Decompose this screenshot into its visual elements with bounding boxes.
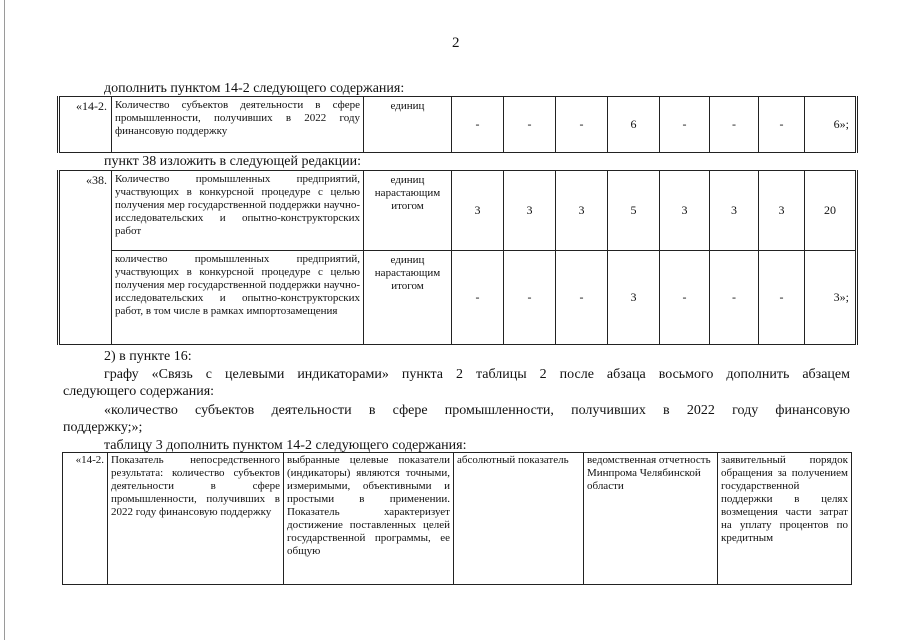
value-cell: - (759, 97, 805, 153)
value-cell: 3 (608, 251, 660, 345)
indicator-name-text: Показатель непосредственного результата: количество субъектов деятельности в сфере промышленности, получивших в 2022 году финансовую поддержку (111, 454, 280, 518)
table-item-38 (57, 170, 858, 345)
table-row (59, 251, 857, 345)
unit-cell: единиц (364, 97, 452, 153)
paragraph-quote-cont: поддержку;»; (63, 420, 143, 435)
method-description (718, 453, 852, 585)
total-cell: 3»; (805, 251, 857, 345)
paragraph-table-3: таблицу 3 дополнить пунктом 14-2 следующего содержания: (104, 438, 467, 453)
value-cell: - (660, 251, 710, 345)
paragraph-column-link-cont: следующего содержания: (63, 384, 215, 399)
table-item-14-2 (57, 96, 858, 153)
indicator-name-text: Количество промышленных предприятий, участвующих в конкурсной процедуре с целью получения мер государственной поддержки научно-исследовательских и опытно-конструкторских работ (115, 173, 360, 237)
link-description-text: выбранные целевые показатели (индикаторы) являются точными, измеримыми, объективными и простыми в применении. Показатель характеризует достижение поставленных целей государственной программы, ее общую (287, 454, 450, 557)
value-cell: 3 (759, 171, 805, 251)
table-row (63, 453, 852, 585)
item-number: «38. (59, 171, 112, 345)
value-cell: 3 (660, 171, 710, 251)
item-number: «14-2. (59, 97, 112, 153)
value-cell: 3 (710, 171, 759, 251)
value-cell: - (556, 251, 608, 345)
value-cell: - (660, 97, 710, 153)
value-cell: 3 (452, 171, 504, 251)
value-cell: - (452, 251, 504, 345)
indicator-name (108, 453, 284, 585)
paragraph-item-38: пункт 38 изложить в следующей редакции: (104, 154, 361, 169)
value-cell: - (556, 97, 608, 153)
value-cell: 3 (504, 171, 556, 251)
indicator-name (112, 171, 364, 251)
total-cell: 20 (805, 171, 857, 251)
indicator-name (112, 251, 364, 345)
indicator-name-text: количество промышленных предприятий, участвующих в конкурсной процедуре с целью получения мер государственной поддержки научно-исследовательских и опытно-конструкторских работ, в том числе в рамках импортозамещения (115, 253, 360, 317)
indicator-name (112, 97, 364, 153)
unit-cell: единиц нарастающим итогом (364, 251, 452, 345)
method-description-text: заявительный порядок обращения за получением государственной поддержки в целях возмещения части затрат на уплату процентов по кредитным (721, 454, 848, 544)
paragraph-add-14-2: дополнить пунктом 14-2 следующего содержания: (104, 81, 405, 96)
paragraph-quote: «количество субъектов деятельности в сфере промышленности, получивших в 2022 году финансовую (104, 403, 850, 418)
total-cell: 6»; (805, 97, 857, 153)
table-row (59, 171, 857, 251)
paragraph-item-16: 2) в пункте 16: (104, 349, 192, 364)
value-cell: - (710, 251, 759, 345)
value-cell: 3 (556, 171, 608, 251)
indicator-type: абсолютный показатель (454, 453, 584, 585)
value-cell: - (759, 251, 805, 345)
value-cell: - (710, 97, 759, 153)
item-number: «14-2. (63, 453, 108, 585)
value-cell: - (504, 97, 556, 153)
table-3-item-14-2 (62, 452, 852, 585)
value-cell: 5 (608, 171, 660, 251)
table-row (59, 97, 857, 153)
scan-edge-line (4, 0, 5, 640)
page-number: 2 (452, 35, 460, 51)
data-source: ведомственная отчетность Минпрома Челябинской области (584, 453, 718, 585)
indicator-name-text: Количество субъектов деятельности в сфере промышленности, получивших в 2022 году финансовую поддержку (115, 99, 360, 137)
link-description (284, 453, 454, 585)
value-cell: - (504, 251, 556, 345)
value-cell: - (452, 97, 504, 153)
unit-cell: единиц нарастающим итогом (364, 171, 452, 251)
value-cell: 6 (608, 97, 660, 153)
paragraph-column-link: графу «Связь с целевыми индикаторами» пункта 2 таблицы 2 после абзаца восьмого дополнить абзацем (104, 367, 850, 382)
